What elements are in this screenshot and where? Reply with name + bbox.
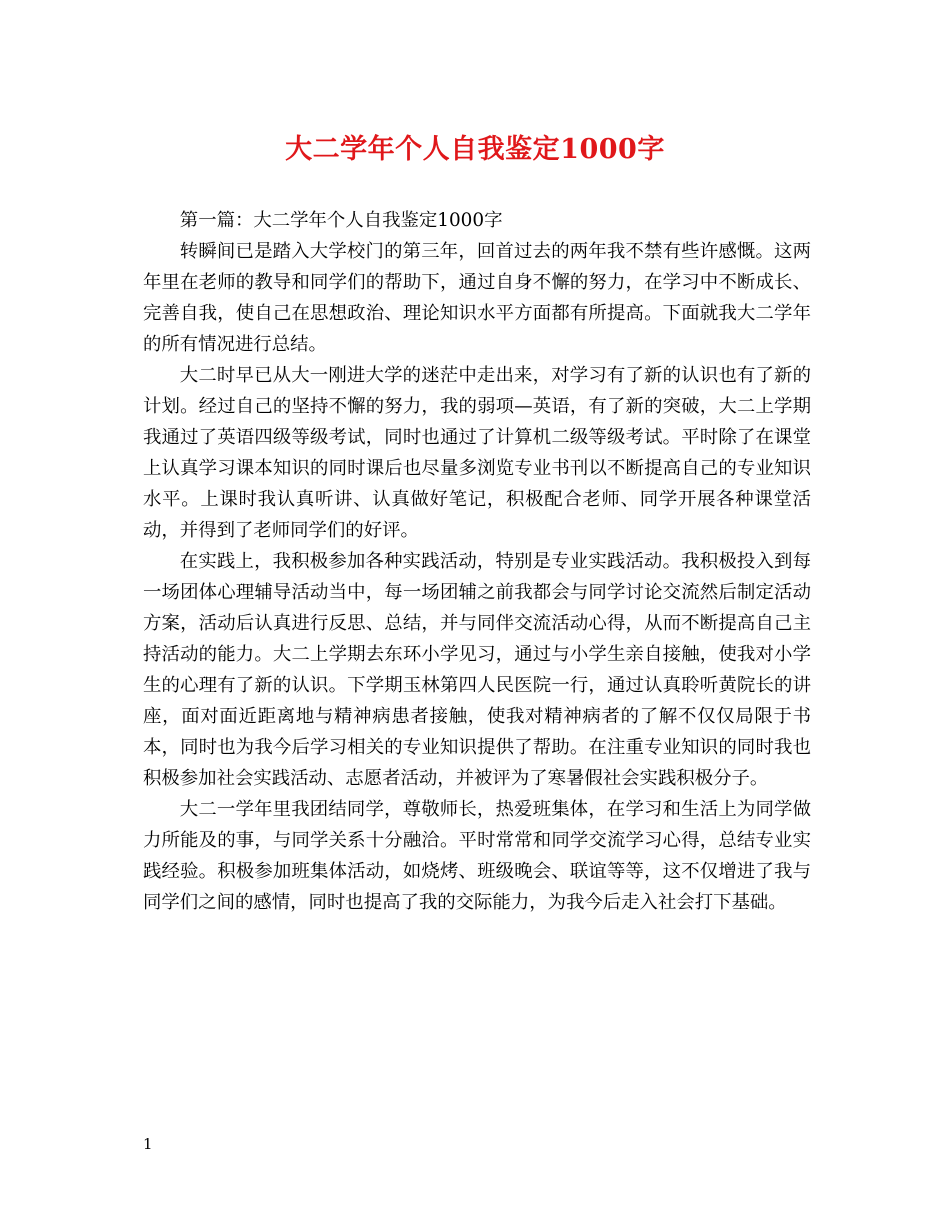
page-number: 1: [143, 1135, 153, 1153]
paragraph: 大二时早已从大一刚进大学的迷茫中走出来，对学习有了新的认识也有了新的计划。经过自己的坚持不懈的努力，我的弱项—英语，有了新的突破，大二上学期我通过了英语四级等级考试，同时也通过了计算机二级等级考试。平时除了在课堂上认真学习课本知识的同时课后也尽量多浏览专业书刊以不断提高自己的专业知识水平。上课时我认真听讲、认真做好笔记，积极配合老师、同学开展各种课堂活动，并得到了老师同学们的好评。: [143, 365, 811, 541]
paragraph: 转瞬间已是踏入大学校门的第三年，回首过去的两年我不禁有些许感慨。这两年里在老师的教导和同学们的帮助下，通过自身不懈的努力，在学习中不断成长、完善自我，使自己在思想政治、理论知识水平方面都有所提高。下面就我大二学年的所有情况进行总结。: [143, 241, 811, 355]
document-title: 大二学年个人自我鉴定1000字: [285, 134, 665, 165]
section-heading: 第一篇：大二学年个人自我鉴定1000字: [179, 210, 503, 231]
paragraph: 在实践上，我积极参加各种实践活动，特别是专业实践活动。我积极投入到每一场团体心理辅导活动当中，每一场团辅之前我都会与同学讨论交流然后制定活动方案，活动后认真进行反思、总结，并与同伴交流活动心得，从而不断提高自己主持活动的能力。大二上学期去东环小学见习，通过与小学生亲自接触，使我对小学生的心理有了新的认识。下学期玉林第四人民医院一行，通过认真聆听黄院长的讲座，面对面近距离地与精神病患者接触，使我对精神病者的了解不仅仅局限于书本，同时也为我今后学习相关的专业知识提供了帮助。在注重专业知识的同时我也积极参加社会实践活动、志愿者活动，并被评为了寒暑假社会实践积极分子。: [143, 551, 811, 789]
paragraph: 大二一学年里我团结同学，尊敬师长，热爱班集体，在学习和生活上为同学做力所能及的事，与同学关系十分融洽。平时常常和同学交流学习心得，总结专业实践经验。积极参加班集体活动，如烧烤、班级晚会、联谊等等，这不仅增进了我与同学们之间的感情，同时也提高了我的交际能力，为我今后走入社会打下基础。: [143, 799, 811, 913]
document-body: [143, 205, 811, 918]
